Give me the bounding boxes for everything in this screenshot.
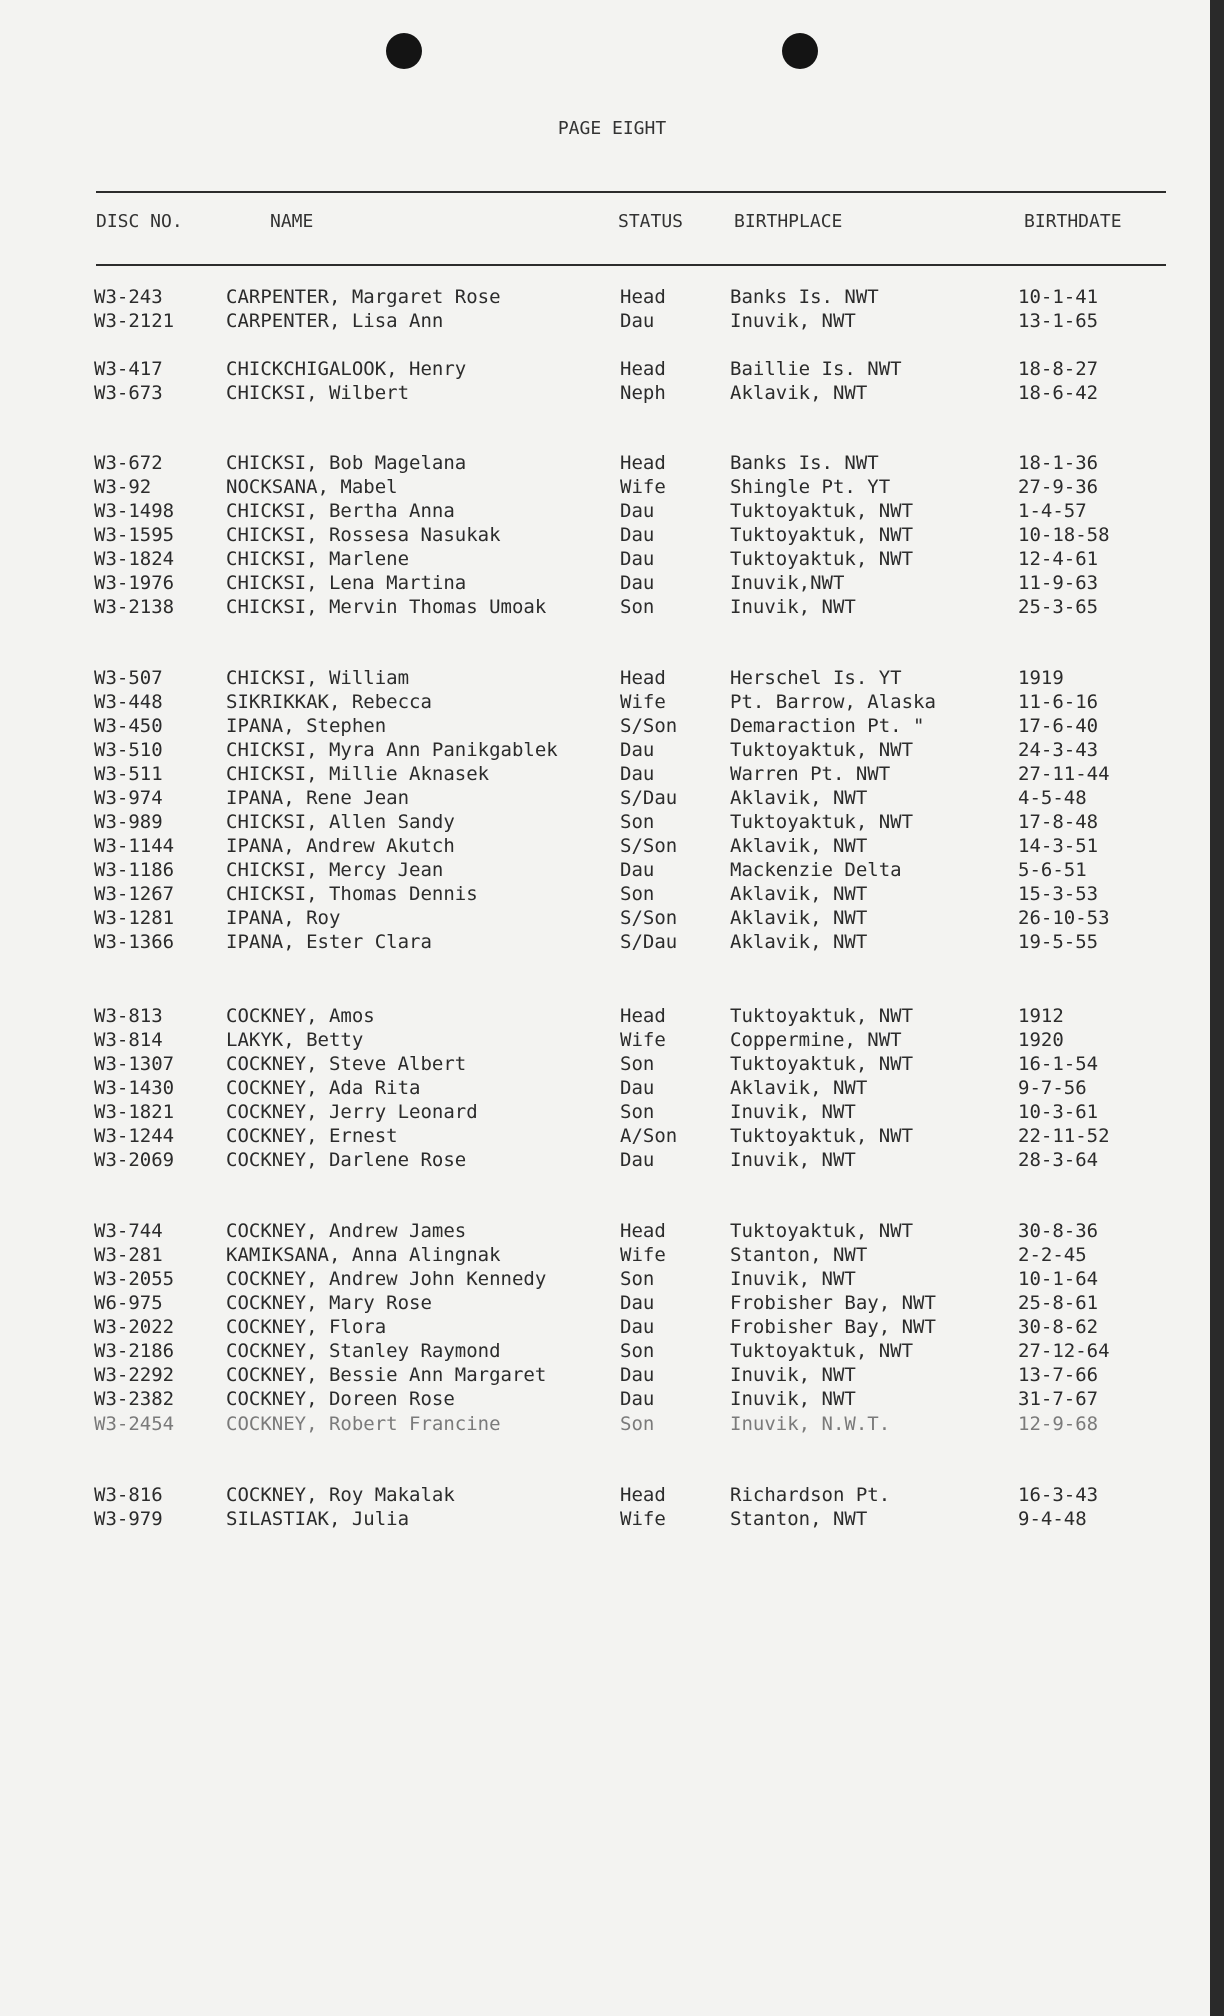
birthplace: Stanton, NWT: [730, 1508, 868, 1530]
birthdate: 4-5-48: [1018, 787, 1087, 809]
table-row: [0, 859, 1224, 883]
birthdate: 1919: [1018, 667, 1064, 689]
birthplace: Aklavik, NWT: [730, 931, 868, 953]
disc-number: W3-1430: [94, 1077, 175, 1099]
disc-number: W3-2055: [94, 1268, 175, 1290]
family-status: Dau: [620, 1149, 655, 1171]
disc-number: W3-1244: [94, 1125, 175, 1147]
birthdate: 1-4-57: [1018, 500, 1087, 522]
family-status: A/Son: [620, 1125, 678, 1147]
family-status: Wife: [620, 691, 666, 713]
disc-number: W3-1144: [94, 835, 175, 857]
birthdate: 22-11-52: [1018, 1125, 1110, 1147]
person-name: LAKYK, Betty: [226, 1029, 364, 1051]
family-status: Dau: [620, 763, 655, 785]
person-name: COCKNEY, Amos: [226, 1005, 375, 1027]
table-row: [0, 1484, 1224, 1508]
birthplace: Frobisher Bay, NWT: [730, 1316, 936, 1338]
birthplace: Inuvik, NWT: [730, 1388, 856, 1410]
birthplace: Tuktoyaktuk, NWT: [730, 1220, 914, 1242]
birthplace: Inuvik, N.W.T.: [730, 1413, 891, 1435]
disc-number: W3-1307: [94, 1053, 175, 1075]
family-status: Neph: [620, 382, 666, 404]
disc-number: W3-507: [94, 667, 163, 689]
birthdate: 11-6-16: [1018, 691, 1099, 713]
disc-number: W3-1595: [94, 524, 175, 546]
person-name: NOCKSANA, Mabel: [226, 476, 398, 498]
table-row: [0, 739, 1224, 763]
header-top-rule: [96, 191, 1166, 193]
person-name: KAMIKSANA, Anna Alingnak: [226, 1244, 501, 1266]
family-status: Wife: [620, 476, 666, 498]
person-name: IPANA, Rene Jean: [226, 787, 410, 809]
family-status: Son: [620, 1268, 655, 1290]
birthdate: 12-9-68: [1018, 1413, 1099, 1435]
table-row: [0, 500, 1224, 524]
family-status: Dau: [620, 859, 655, 881]
birthplace: Demaraction Pt. ": [730, 715, 925, 737]
person-name: COCKNEY, Ada Rita: [226, 1077, 421, 1099]
person-name: COCKNEY, Flora: [226, 1316, 387, 1338]
table-row: [0, 1220, 1224, 1244]
disc-number: W3-510: [94, 739, 163, 761]
table-row: [0, 358, 1224, 382]
birthplace: Tuktoyaktuk, NWT: [730, 1125, 914, 1147]
punch-hole: [782, 33, 818, 69]
birthdate: 15-3-53: [1018, 883, 1099, 905]
family-status: Dau: [620, 524, 655, 546]
birthplace: Aklavik, NWT: [730, 835, 868, 857]
birthdate: 25-8-61: [1018, 1292, 1099, 1314]
birthplace: Tuktoyaktuk, NWT: [730, 524, 914, 546]
disc-number: W3-989: [94, 811, 163, 833]
table-row: [0, 1149, 1224, 1173]
family-status: Dau: [620, 548, 655, 570]
birthplace: Banks Is. NWT: [730, 286, 879, 308]
family-status: Head: [620, 452, 666, 474]
birthdate: 27-12-64: [1018, 1340, 1110, 1362]
disc-number: W3-2022: [94, 1316, 175, 1338]
column-header-birthplace: BIRTHPLACE: [734, 211, 843, 232]
birthdate: 10-18-58: [1018, 524, 1110, 546]
person-name: CHICKSI, Myra Ann Panikgablek: [226, 739, 558, 761]
birthdate: 9-4-48: [1018, 1508, 1087, 1530]
birthplace: Inuvik, NWT: [730, 310, 856, 332]
family-status: S/Dau: [620, 787, 678, 809]
person-name: CARPENTER, Lisa Ann: [226, 310, 444, 332]
person-name: COCKNEY, Stanley Raymond: [226, 1340, 501, 1362]
column-header-status: STATUS: [618, 211, 684, 232]
person-name: COCKNEY, Andrew John Kennedy: [226, 1268, 547, 1290]
person-name: IPANA, Andrew Akutch: [226, 835, 455, 857]
birthdate: 30-8-36: [1018, 1220, 1099, 1242]
table-row: [0, 1125, 1224, 1149]
birthplace: Inuvik, NWT: [730, 596, 856, 618]
table-row: [0, 715, 1224, 739]
birthdate: 17-6-40: [1018, 715, 1099, 737]
table-row: [0, 524, 1224, 548]
person-name: COCKNEY, Andrew James: [226, 1220, 467, 1242]
person-name: COCKNEY, Jerry Leonard: [226, 1101, 478, 1123]
family-status: Head: [620, 1005, 666, 1027]
birthplace: Frobisher Bay, NWT: [730, 1292, 936, 1314]
table-row: [0, 787, 1224, 811]
table-row: [0, 1053, 1224, 1077]
person-name: IPANA, Ester Clara: [226, 931, 432, 953]
birthdate: 12-4-61: [1018, 548, 1099, 570]
table-row: [0, 452, 1224, 476]
disc-number: W3-2382: [94, 1388, 175, 1410]
birthplace: Shingle Pt. YT: [730, 476, 891, 498]
person-name: CHICKSI, Bertha Anna: [226, 500, 455, 522]
column-header-disc-no: DISC NO.: [96, 211, 183, 232]
birthdate: 16-1-54: [1018, 1053, 1099, 1075]
family-status: Dau: [620, 1077, 655, 1099]
birthplace: Tuktoyaktuk, NWT: [730, 811, 914, 833]
disc-number: W3-673: [94, 382, 163, 404]
family-status: Dau: [620, 572, 655, 594]
disc-number: W3-1824: [94, 548, 175, 570]
disc-number: W3-979: [94, 1508, 163, 1530]
family-status: Dau: [620, 500, 655, 522]
disc-number: W3-744: [94, 1220, 163, 1242]
disc-number: W3-2292: [94, 1364, 175, 1386]
table-row: [0, 1101, 1224, 1125]
family-status: Son: [620, 596, 655, 618]
birthdate: 5-6-51: [1018, 859, 1087, 881]
family-status: Head: [620, 1484, 666, 1506]
birthdate: 16-3-43: [1018, 1484, 1099, 1506]
table-row: [0, 382, 1224, 406]
disc-number: W3-243: [94, 286, 163, 308]
person-name: CHICKSI, Rossesa Nasukak: [226, 524, 501, 546]
birthplace: Banks Is. NWT: [730, 452, 879, 474]
birthdate: 28-3-64: [1018, 1149, 1099, 1171]
table-row: [0, 1413, 1224, 1437]
column-header-birthdate: BIRTHDATE: [1024, 211, 1122, 232]
disc-number: W6-975: [94, 1292, 163, 1314]
disc-number: W3-1366: [94, 931, 175, 953]
birthplace: Stanton, NWT: [730, 1244, 868, 1266]
table-row: [0, 286, 1224, 310]
table-row: [0, 1364, 1224, 1388]
birthdate: 31-7-67: [1018, 1388, 1099, 1410]
family-status: Son: [620, 1101, 655, 1123]
person-name: CHICKSI, Thomas Dennis: [226, 883, 478, 905]
disc-number: W3-2069: [94, 1149, 175, 1171]
person-name: IPANA, Stephen: [226, 715, 387, 737]
disc-number: W3-813: [94, 1005, 163, 1027]
birthdate: 1912: [1018, 1005, 1064, 1027]
disc-number: W3-1186: [94, 859, 175, 881]
birthdate: 27-9-36: [1018, 476, 1099, 498]
birthplace: Inuvik, NWT: [730, 1101, 856, 1123]
table-row: [0, 596, 1224, 620]
disc-number: W3-1267: [94, 883, 175, 905]
table-row: [0, 883, 1224, 907]
birthdate: 25-3-65: [1018, 596, 1099, 618]
person-name: COCKNEY, Darlene Rose: [226, 1149, 467, 1171]
birthplace: Coppermine, NWT: [730, 1029, 902, 1051]
table-row: [0, 1268, 1224, 1292]
person-name: CHICKSI, Allen Sandy: [226, 811, 455, 833]
family-status: Dau: [620, 310, 655, 332]
disc-number: W3-92: [94, 476, 152, 498]
birthplace: Inuvik, NWT: [730, 1364, 856, 1386]
table-row: [0, 1005, 1224, 1029]
birthplace: Aklavik, NWT: [730, 883, 868, 905]
disc-number: W3-2454: [94, 1413, 175, 1435]
birthplace: Warren Pt. NWT: [730, 763, 891, 785]
birthplace: Herschel Is. YT: [730, 667, 902, 689]
family-status: S/Son: [620, 715, 678, 737]
disc-number: W3-281: [94, 1244, 163, 1266]
birthplace: Tuktoyaktuk, NWT: [730, 1340, 914, 1362]
person-name: CHICKSI, Mervin Thomas Umoak: [226, 596, 547, 618]
family-status: Wife: [620, 1029, 666, 1051]
disc-number: W3-448: [94, 691, 163, 713]
family-status: Dau: [620, 1388, 655, 1410]
birthdate: 11-9-63: [1018, 572, 1099, 594]
table-row: [0, 1244, 1224, 1268]
birthplace: Inuvik, NWT: [730, 1268, 856, 1290]
birthplace: Inuvik,NWT: [730, 572, 845, 594]
table-row: [0, 1029, 1224, 1053]
page-edge: [1210, 0, 1224, 2016]
disc-number: W3-672: [94, 452, 163, 474]
family-status: Son: [620, 1053, 655, 1075]
person-name: SILASTIAK, Julia: [226, 1508, 410, 1530]
family-status: Head: [620, 1220, 666, 1242]
person-name: CHICKSI, Wilbert: [226, 382, 410, 404]
family-status: S/Son: [620, 835, 678, 857]
birthplace: Aklavik, NWT: [730, 907, 868, 929]
table-row: [0, 1077, 1224, 1101]
person-name: COCKNEY, Mary Rose: [226, 1292, 432, 1314]
disc-number: W3-1498: [94, 500, 175, 522]
family-status: Head: [620, 286, 666, 308]
table-row: [0, 1388, 1224, 1412]
birthdate: 10-1-64: [1018, 1268, 1099, 1290]
person-name: CHICKCHIGALOOK, Henry: [226, 358, 467, 380]
birthdate: 30-8-62: [1018, 1316, 1099, 1338]
table-row: [0, 811, 1224, 835]
table-row: [0, 1292, 1224, 1316]
disc-number: W3-974: [94, 787, 163, 809]
birthdate: 10-1-41: [1018, 286, 1099, 308]
family-status: Wife: [620, 1508, 666, 1530]
disc-number: W3-417: [94, 358, 163, 380]
birthplace: Richardson Pt.: [730, 1484, 891, 1506]
birthdate: 27-11-44: [1018, 763, 1110, 785]
birthdate: 18-8-27: [1018, 358, 1099, 380]
birthdate: 24-3-43: [1018, 739, 1099, 761]
family-status: S/Dau: [620, 931, 678, 953]
birthdate: 9-7-56: [1018, 1077, 1087, 1099]
person-name: CHICKSI, Bob Magelana: [226, 452, 467, 474]
birthdate: 2-2-45: [1018, 1244, 1087, 1266]
disc-number: W3-450: [94, 715, 163, 737]
person-name: CHICKSI, William: [226, 667, 410, 689]
family-status: Wife: [620, 1244, 666, 1266]
family-status: Dau: [620, 1292, 655, 1314]
table-row: [0, 931, 1224, 955]
table-row: [0, 1508, 1224, 1532]
birthplace: Pt. Barrow, Alaska: [730, 691, 936, 713]
birthplace: Aklavik, NWT: [730, 787, 868, 809]
family-status: Son: [620, 1340, 655, 1362]
person-name: IPANA, Roy: [226, 907, 341, 929]
disc-number: W3-816: [94, 1484, 163, 1506]
person-name: CHICKSI, Mercy Jean: [226, 859, 444, 881]
birthdate: 17-8-48: [1018, 811, 1099, 833]
birthdate: 10-3-61: [1018, 1101, 1099, 1123]
birthdate: 18-6-42: [1018, 382, 1099, 404]
table-row: [0, 835, 1224, 859]
disc-number: W3-511: [94, 763, 163, 785]
family-status: Head: [620, 358, 666, 380]
disc-number: W3-2138: [94, 596, 175, 618]
table-row: [0, 476, 1224, 500]
table-row: [0, 691, 1224, 715]
family-status: Dau: [620, 1364, 655, 1386]
person-name: COCKNEY, Steve Albert: [226, 1053, 467, 1075]
birthplace: Baillie Is. NWT: [730, 358, 902, 380]
table-row: [0, 667, 1224, 691]
family-status: Son: [620, 811, 655, 833]
person-name: CHICKSI, Marlene: [226, 548, 410, 570]
table-row: [0, 310, 1224, 334]
birthplace: Tuktoyaktuk, NWT: [730, 1053, 914, 1075]
birthplace: Inuvik, NWT: [730, 1149, 856, 1171]
person-name: COCKNEY, Robert Francine: [226, 1413, 501, 1435]
punch-hole: [386, 33, 422, 69]
birthdate: 1920: [1018, 1029, 1064, 1051]
person-name: COCKNEY, Roy Makalak: [226, 1484, 455, 1506]
page-title: PAGE EIGHT: [557, 118, 667, 139]
disc-number: W3-2121: [94, 310, 175, 332]
family-status: Son: [620, 883, 655, 905]
disc-number: W3-1281: [94, 907, 175, 929]
person-name: COCKNEY, Doreen Rose: [226, 1388, 455, 1410]
birthplace: Aklavik, NWT: [730, 382, 868, 404]
birthplace: Aklavik, NWT: [730, 1077, 868, 1099]
birthdate: 26-10-53: [1018, 907, 1110, 929]
table-row: [0, 763, 1224, 787]
birthdate: 14-3-51: [1018, 835, 1099, 857]
person-name: COCKNEY, Bessie Ann Margaret: [226, 1364, 547, 1386]
family-status: Son: [620, 1413, 655, 1435]
birthplace: Tuktoyaktuk, NWT: [730, 1005, 914, 1027]
person-name: CHICKSI, Millie Aknasek: [226, 763, 490, 785]
person-name: CARPENTER, Margaret Rose: [226, 286, 501, 308]
person-name: COCKNEY, Ernest: [226, 1125, 398, 1147]
disc-number: W3-2186: [94, 1340, 175, 1362]
person-name: SIKRIKKAK, Rebecca: [226, 691, 432, 713]
person-name: CHICKSI, Lena Martina: [226, 572, 467, 594]
birthplace: Mackenzie Delta: [730, 859, 902, 881]
birthdate: 18-1-36: [1018, 452, 1099, 474]
birthplace: Tuktoyaktuk, NWT: [730, 500, 914, 522]
birthdate: 19-5-55: [1018, 931, 1099, 953]
birthdate: 13-1-65: [1018, 310, 1099, 332]
birthplace: Tuktoyaktuk, NWT: [730, 548, 914, 570]
column-header-name: NAME: [270, 211, 314, 232]
disc-number: W3-814: [94, 1029, 163, 1051]
disc-number: W3-1821: [94, 1101, 175, 1123]
family-status: Head: [620, 667, 666, 689]
table-row: [0, 572, 1224, 596]
family-status: S/Son: [620, 907, 678, 929]
table-row: [0, 548, 1224, 572]
table-row: [0, 1340, 1224, 1364]
table-row: [0, 1316, 1224, 1340]
birthdate: 13-7-66: [1018, 1364, 1099, 1386]
family-status: Dau: [620, 1316, 655, 1338]
birthplace: Tuktoyaktuk, NWT: [730, 739, 914, 761]
disc-number: W3-1976: [94, 572, 175, 594]
table-row: [0, 907, 1224, 931]
header-bottom-rule: [96, 264, 1166, 266]
family-status: Dau: [620, 739, 655, 761]
